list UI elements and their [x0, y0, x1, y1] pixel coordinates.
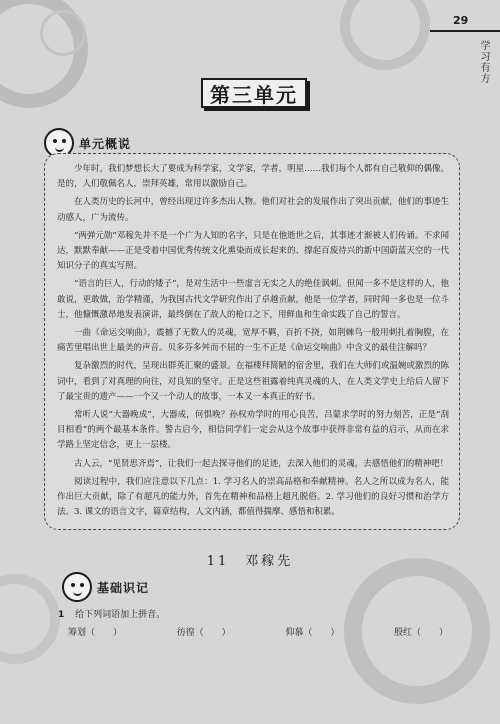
unit-overview-box [44, 153, 460, 530]
decorative-circle-shape [40, 10, 86, 56]
overview-paragraph: 在人类历史的长河中，曾经出现过许多杰出人物。他们对社会的发展作出了突出贡献，他们的事迹生动感人，广为流传。 [57, 197, 449, 223]
pinyin-blank-item[interactable]: 殷红（ ） [393, 628, 448, 638]
mascot-face-icon [62, 572, 92, 602]
decorative-circle-shape [340, 0, 430, 70]
unit-title: 第三单元 [201, 78, 307, 108]
question-instruction: 给下列词语加上拼音。 [75, 610, 166, 620]
overview-paragraph: “语言的巨人，行动的矮子”，是对生活中一些虚言无实之人的绝佳讽刺。但闻一多不是这样的人，他敢说，更敢做，治学精谨，为我国古代文学研究作出了卓越贡献，他是一位学者，同时闻一多也是一位斗士，他慷慨激昂地发表演讲，最终倒在了敌人的枪口之下，用鲜血和生命实践了自己的誓言。 [57, 279, 449, 320]
basics-heading-label: 基础识记 [97, 580, 150, 595]
overview-paragraph: 一曲《命运交响曲》，震撼了无数人的灵魂，宽厚不羁，百折不挠，如荆棘鸟一般用刺扎着胸膛，在痛苦里唱出世上最美的声音。贝多芬多舛而不屈的一生不正是《命运交响曲》中含义的最佳注解吗？ [57, 328, 449, 354]
pinyin-word-list [68, 625, 448, 638]
lesson-title: 11 邓稼先 [206, 554, 294, 569]
decorative-circle-shape [0, 574, 60, 664]
overview-paragraph: 阅读过程中，我们应注意以下几点：1. 学习名人的崇高品格和奉献精神。名人之所以成为名人，能作出巨大贡献，除了有超凡的能力外，首先在精神和品格上超凡脱俗。2. 学习他们的良好习惯和治学方法。3. 课文的语言文字，篇章结构，人文内涵，都值得揣摩、感悟和积累。 [57, 476, 449, 518]
overview-paragraph: 常听人说“大器晚成”，大器成，何惧晚？孙权劝学时的用心良苦，吕蒙求学时的努力刻苦，正是“刮目相看”的两个最基本条件。警古启今，相信同学们一定会从这个故事中获得非常有益的启示，从而在求学路上坚定信念，更上一层楼。 [57, 410, 449, 451]
overview-heading-label: 单元概说 [79, 136, 132, 151]
pinyin-blank-item[interactable]: 仰慕（ ） [285, 628, 340, 638]
exercise-question [58, 607, 165, 620]
overview-paragraph: “两弹元勋”邓稼先并不是一个广为人知的名字，只是在他逝世之后，其事迹才渐被人们传诵。不求闻达，默默奉献——正是受着中国优秀传统文化熏染而成长起来的、撑起百废待兴的新中国蔚蓝天空的一代知识分子的真实写照。 [57, 230, 449, 272]
overview-paragraph: 古人云，“见贤思齐焉”，让我们一起去探寻他们的足迹，去深入他们的灵魂，去感悟他们的精神吧！ [74, 458, 449, 469]
pinyin-blank-item[interactable]: 彷徨（ ） [176, 628, 231, 638]
question-number: 1 [58, 610, 65, 620]
basics-heading [62, 572, 149, 602]
side-label: 学习有方 [478, 40, 489, 84]
overview-paragraph: 复杂激烈的时代，呈现出群英汇聚的盛景。在福楼拜简陋的宿舍里，我们在大师们或温婉或激烈的陈词中，看到了对真理的向往，对良知的坚守。正是这些祖露着纯真灵魂的人，在人类文学史上给后人留下了最宝贵的遗产——一个又一个动人的故事，一本又一本真正的好书。 [57, 361, 449, 402]
header-rule [430, 30, 500, 32]
overview-paragraph: 少年时，我们梦想长大了要成为科学家，文学家，学者，明星……我们每个人都有自己敬仰的偶像。是的，人们敬佩名人，崇拜英雄，常用以激励自己。 [57, 164, 449, 190]
pinyin-blank-item[interactable]: 筹划（ ） [68, 628, 123, 638]
page-number: 29 [453, 14, 469, 27]
